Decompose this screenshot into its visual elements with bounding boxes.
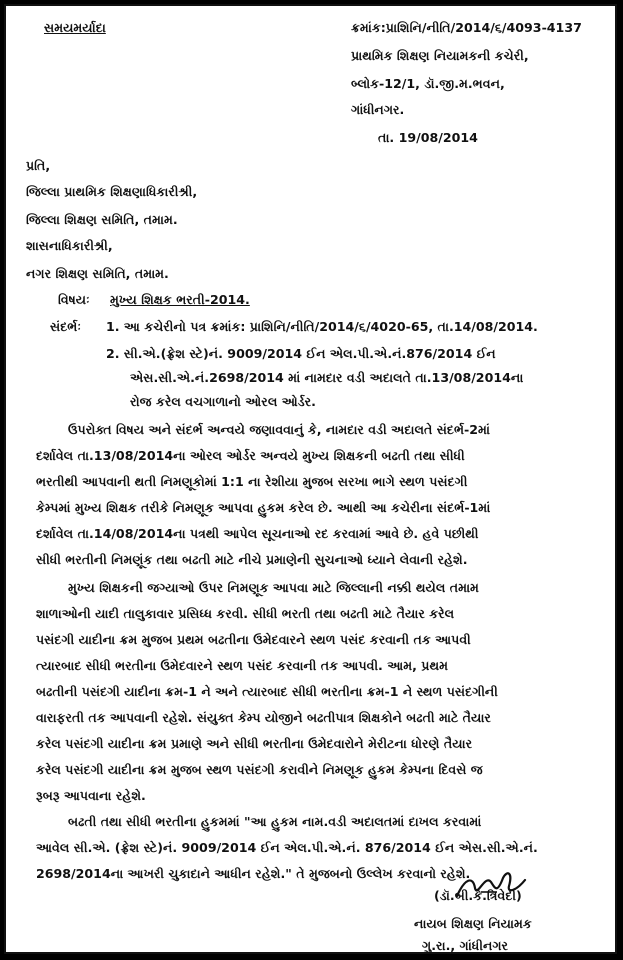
para1-line: કેમ્પમાં મુખ્ય શિક્ષક તરીકે નિમણૂક આપવા હુકમ કરેલ છે. આથી આ કચેરીના સંદર્ભ-1માં: [36, 500, 491, 515]
reference-item-2-line-2: એસ.સી.એ.નં.2698/2014 માં નામદાર વડી અદાલતે તા.13/08/2014ના: [130, 370, 524, 385]
office-name: પ્રાથમિક શિક્ષણ નિયામકની કચેરી,: [351, 48, 529, 63]
para2-line: મુખ્ય શિક્ષકની જગ્યાઓ ઉપર નિમણૂક આપવા માટે જિલ્લાની નક્કી થયેલ તમામ: [68, 580, 479, 595]
subject-label: વિષયઃ: [58, 292, 90, 307]
para2-line: કરેલ પસંદગી યાદીના ક્રમ પ્રમાણે અને સીધી ભરતીના ઉમેદવારોને મેરીટના ધોરણે તૈયાર: [36, 736, 473, 751]
para1-line: ભરતીથી આપવાની થતી નિમણૂકોમાં 1:1 ના રેશીયા મુજબ સરખા ભાગે સ્થળ પસંદગી: [36, 474, 468, 489]
para2-line: ત્યારબાદ સીધી ભરતીના ઉમેદવારને સ્થળ પસંદ કરવાની તક આપવી. આમ, પ્રથમ: [36, 658, 449, 673]
para3-line: આવેલ સી.એ. (ફ્રેશ સ્ટે)નં. 9009/2014 ઈન એલ.પી.એ.નં. 876/2014 ઈન એસ.સી.એ.નં.: [36, 840, 538, 855]
para2-line: કરેલ પસંદગી યાદીના ક્રમ મુજબ સ્થળ પસંદગી કરાવીને નિમણૂક હુકમ કેમ્પના દિવસે જ: [36, 762, 483, 777]
para3-line: બઢતી તથા સીધી ભરતીના હુકમમાં "આ હુકમ નામ.વડી અદાલતમાં દાખલ કરવામાં: [68, 814, 482, 829]
recipient-line-1: જિલ્લા પ્રાથમિક શિક્ષણાધિકારીશ્રી,: [26, 184, 198, 199]
office-address: બ્લોક-12/1, ડૉ.જી.મ.ભવન,: [351, 76, 505, 91]
signatory-designation: નાયબ શિક્ષણ નિયામક: [414, 916, 532, 931]
reference-item-2-line-3: રોજ કરેલ વચગાળાનો ઓરલ ઓર્ડર.: [130, 394, 316, 409]
classification-label: સમયમર્યાદા: [44, 20, 106, 35]
para1-line: ઉપરોક્ત વિષય અને સંદર્ભ અન્વયે જણાવવાનું કે, નામદાર વડી અદાલતે સંદર્ભ-2માં: [68, 422, 491, 437]
para1-line: સીધી ભરતીની નિમણૂંક તથા બઢતી માટે નીચે પ્રમાણેની સુચનાઓ ધ્યાને લેવાની રહેશે.: [36, 552, 468, 567]
reference-item-1: 1. આ કચેરીનો પત્ર ક્રમાંક: પ્રાશિનિ/નીતિ/2014/૬/4020-65, તા.14/08/2014.: [106, 319, 538, 334]
para2-line: પસંદગી યાદીના ક્રમ મુજબ પ્રથમ બઢતીના ઉમેદવારને સ્થળ પસંદ કરવાની તક આપવી: [36, 632, 471, 647]
office-city: ગાંધીનગર.: [351, 102, 405, 117]
recipient-line-4: નગર શિક્ષણ સમિતિ, તમામ.: [26, 266, 169, 281]
reference-number: ક્રમાંક:પ્રાશિનિ/નીતિ/2014/૬/4093-4137: [351, 20, 582, 35]
para3-line: 2698/2014ના આખરી ચુકાદાને આધીન રહેશે." તે મુજબનો ઉલ્લેખ કરવાનો રહેશે.: [36, 866, 471, 881]
recipient-prati: પ્રતિ,: [26, 158, 51, 173]
subject-text: મુખ્ય શિક્ષક ભરતી-2014.: [110, 292, 250, 307]
reference-item-2-line-1: 2. સી.એ.(ફ્રેશ સ્ટે)નં. 9009/2014 ઈન એલ.પી.એ.નં.876/2014 ઈન: [106, 346, 496, 361]
para2-line: બઢતીની પસંદગી યાદીના ક્રમ-1 ને અને ત્યારબાદ સીધી ભરતીના ક્રમ-1 ને સ્થળ પસંદગીની: [36, 684, 498, 699]
para1-line: દર્શાવેલ તા.13/08/2014ના ઓરલ ઓર્ડર અન્વયે મુખ્ય શિક્ષકની બઢતી તથા સીધી: [36, 448, 465, 463]
para2-line: વારાફરતી તક આપવાની રહેશે. સંયુક્ત કેમ્પ યોજીને બઢતીપાત્ર શિક્ષકોને બઢતી માટે તૈયાર: [36, 710, 491, 725]
signatory-place: ગુ.રા., ગાંધીનગર: [422, 938, 509, 953]
para1-line: દર્શાવેલ તા.14/08/2014ના પત્રથી આપેલ સૂચનાઓ રદ કરવામાં આવે છે. હવે પછીથી: [36, 526, 479, 541]
references-label: સંદર્ભઃ: [50, 319, 81, 334]
signatory-name: (ડૉ.બી.કે.ત્રિવેદી): [434, 888, 522, 903]
letter-page: [4, 4, 617, 954]
letter-date: તા. 19/08/2014: [378, 130, 478, 145]
recipient-line-3: શાસનાધિકારીશ્રી,: [26, 238, 113, 253]
para2-line: રૂબરૂ આપવાના રહેશે.: [36, 788, 146, 803]
para2-line: શાળાઓની યાદી તાલુકાવાર પ્રસિધ્ધ કરવી. સીધી ભરતી તથા બઢતી માટે તૈયાર કરેલ: [36, 606, 455, 621]
recipient-line-2: જિલ્લા શિક્ષણ સમિતિ, તમામ.: [26, 212, 178, 227]
